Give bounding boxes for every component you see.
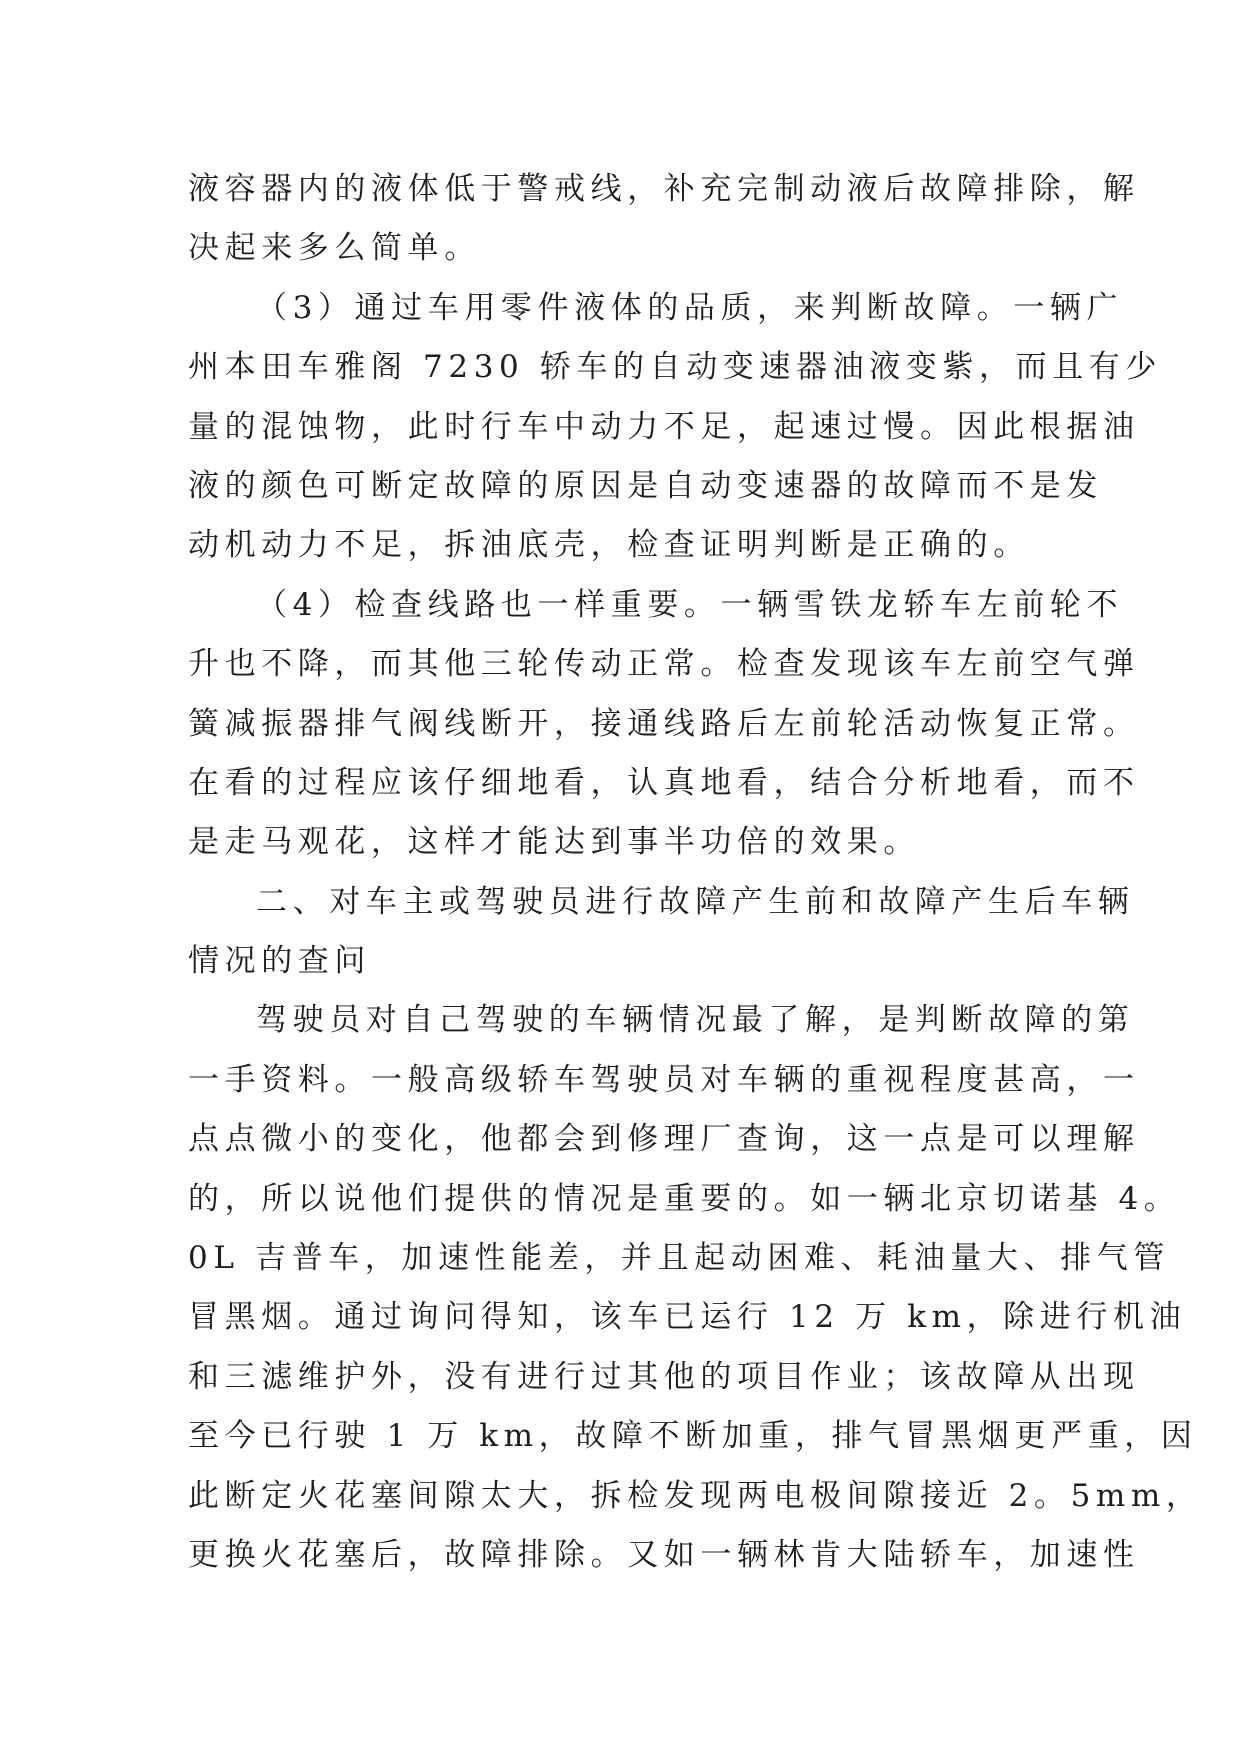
text-line: 液的颜色可断定故障的原因是自动变速器的故障而不是发: [188, 467, 1103, 504]
text-line: 0L 吉普车，加速性能差，并且起动困难、耗油量大、排气管: [188, 1240, 1170, 1277]
text-line: 和三滤维护外，没有进行过其他的项目作业；该故障从出现: [188, 1358, 1140, 1395]
text-line: 驾驶员对自己驾驶的车辆情况最了解，是判断故障的第: [256, 1002, 1135, 1039]
text-line: 点点微小的变化，他都会到修理厂查询，这一点是可以理解: [188, 1121, 1140, 1158]
text-line: 是走马观花，这样才能达到事半功倍的效果。: [188, 824, 920, 861]
text-line: 至今已行驶 1 万 km，故障不断加重，排气冒黑烟更严重，因: [188, 1418, 1198, 1455]
text-line: 一手资料。一般高级轿车驾驶员对车辆的重视程度甚高，一: [188, 1061, 1140, 1098]
text-line: 决起来多么简单。: [188, 230, 481, 267]
text-line: 二、对车主或驾驶员进行故障产生前和故障产生后车辆: [256, 883, 1135, 920]
text-line: 升也不降，而其他三轮传动正常。检查发现该车左前空气弹: [188, 646, 1140, 683]
text-line: 州本田车雅阁 7230 轿车的自动变速器油液变紫，而且有少: [188, 349, 1162, 386]
text-line: 量的混蚀物，此时行车中动力不足，起速过慢。因此根据油: [188, 408, 1140, 445]
text-line: 簧减振器排气阀线断开，接通线路后左前轮活动恢复正常。: [188, 705, 1140, 742]
text-line: 液容器内的液体低于警戒线，补充完制动液后故障排除，解: [188, 171, 1140, 207]
body-text: [188, 160, 1203, 1585]
text-line: 此断定火花塞间隙太大，拆检发现两电极间隙接近 2。5mm，: [188, 1477, 1203, 1514]
text-line: 动机动力不足，拆油底壳，检查证明判断是正确的。: [188, 527, 1030, 564]
text-line: 的，所以说他们提供的情况是重要的。如一辆北京切诺基 4。: [188, 1180, 1181, 1217]
text-line: （4）检查线路也一样重要。一辆雪铁龙轿车左前轮不: [256, 586, 1124, 623]
text-line: 情况的查问: [188, 943, 371, 980]
text-line: 冒黑烟。通过询问得知，该车已运行 12 万 km，除进行机油: [188, 1299, 1187, 1336]
text-line: 更换火花塞后，故障排除。又如一辆林肯大陆轿车，加速性: [188, 1536, 1140, 1573]
text-line: （3）通过车用零件液体的品质，来判断故障。一辆广: [256, 289, 1124, 326]
text-line: 在看的过程应该仔细地看，认真地看，结合分析地看，而不: [188, 764, 1140, 801]
